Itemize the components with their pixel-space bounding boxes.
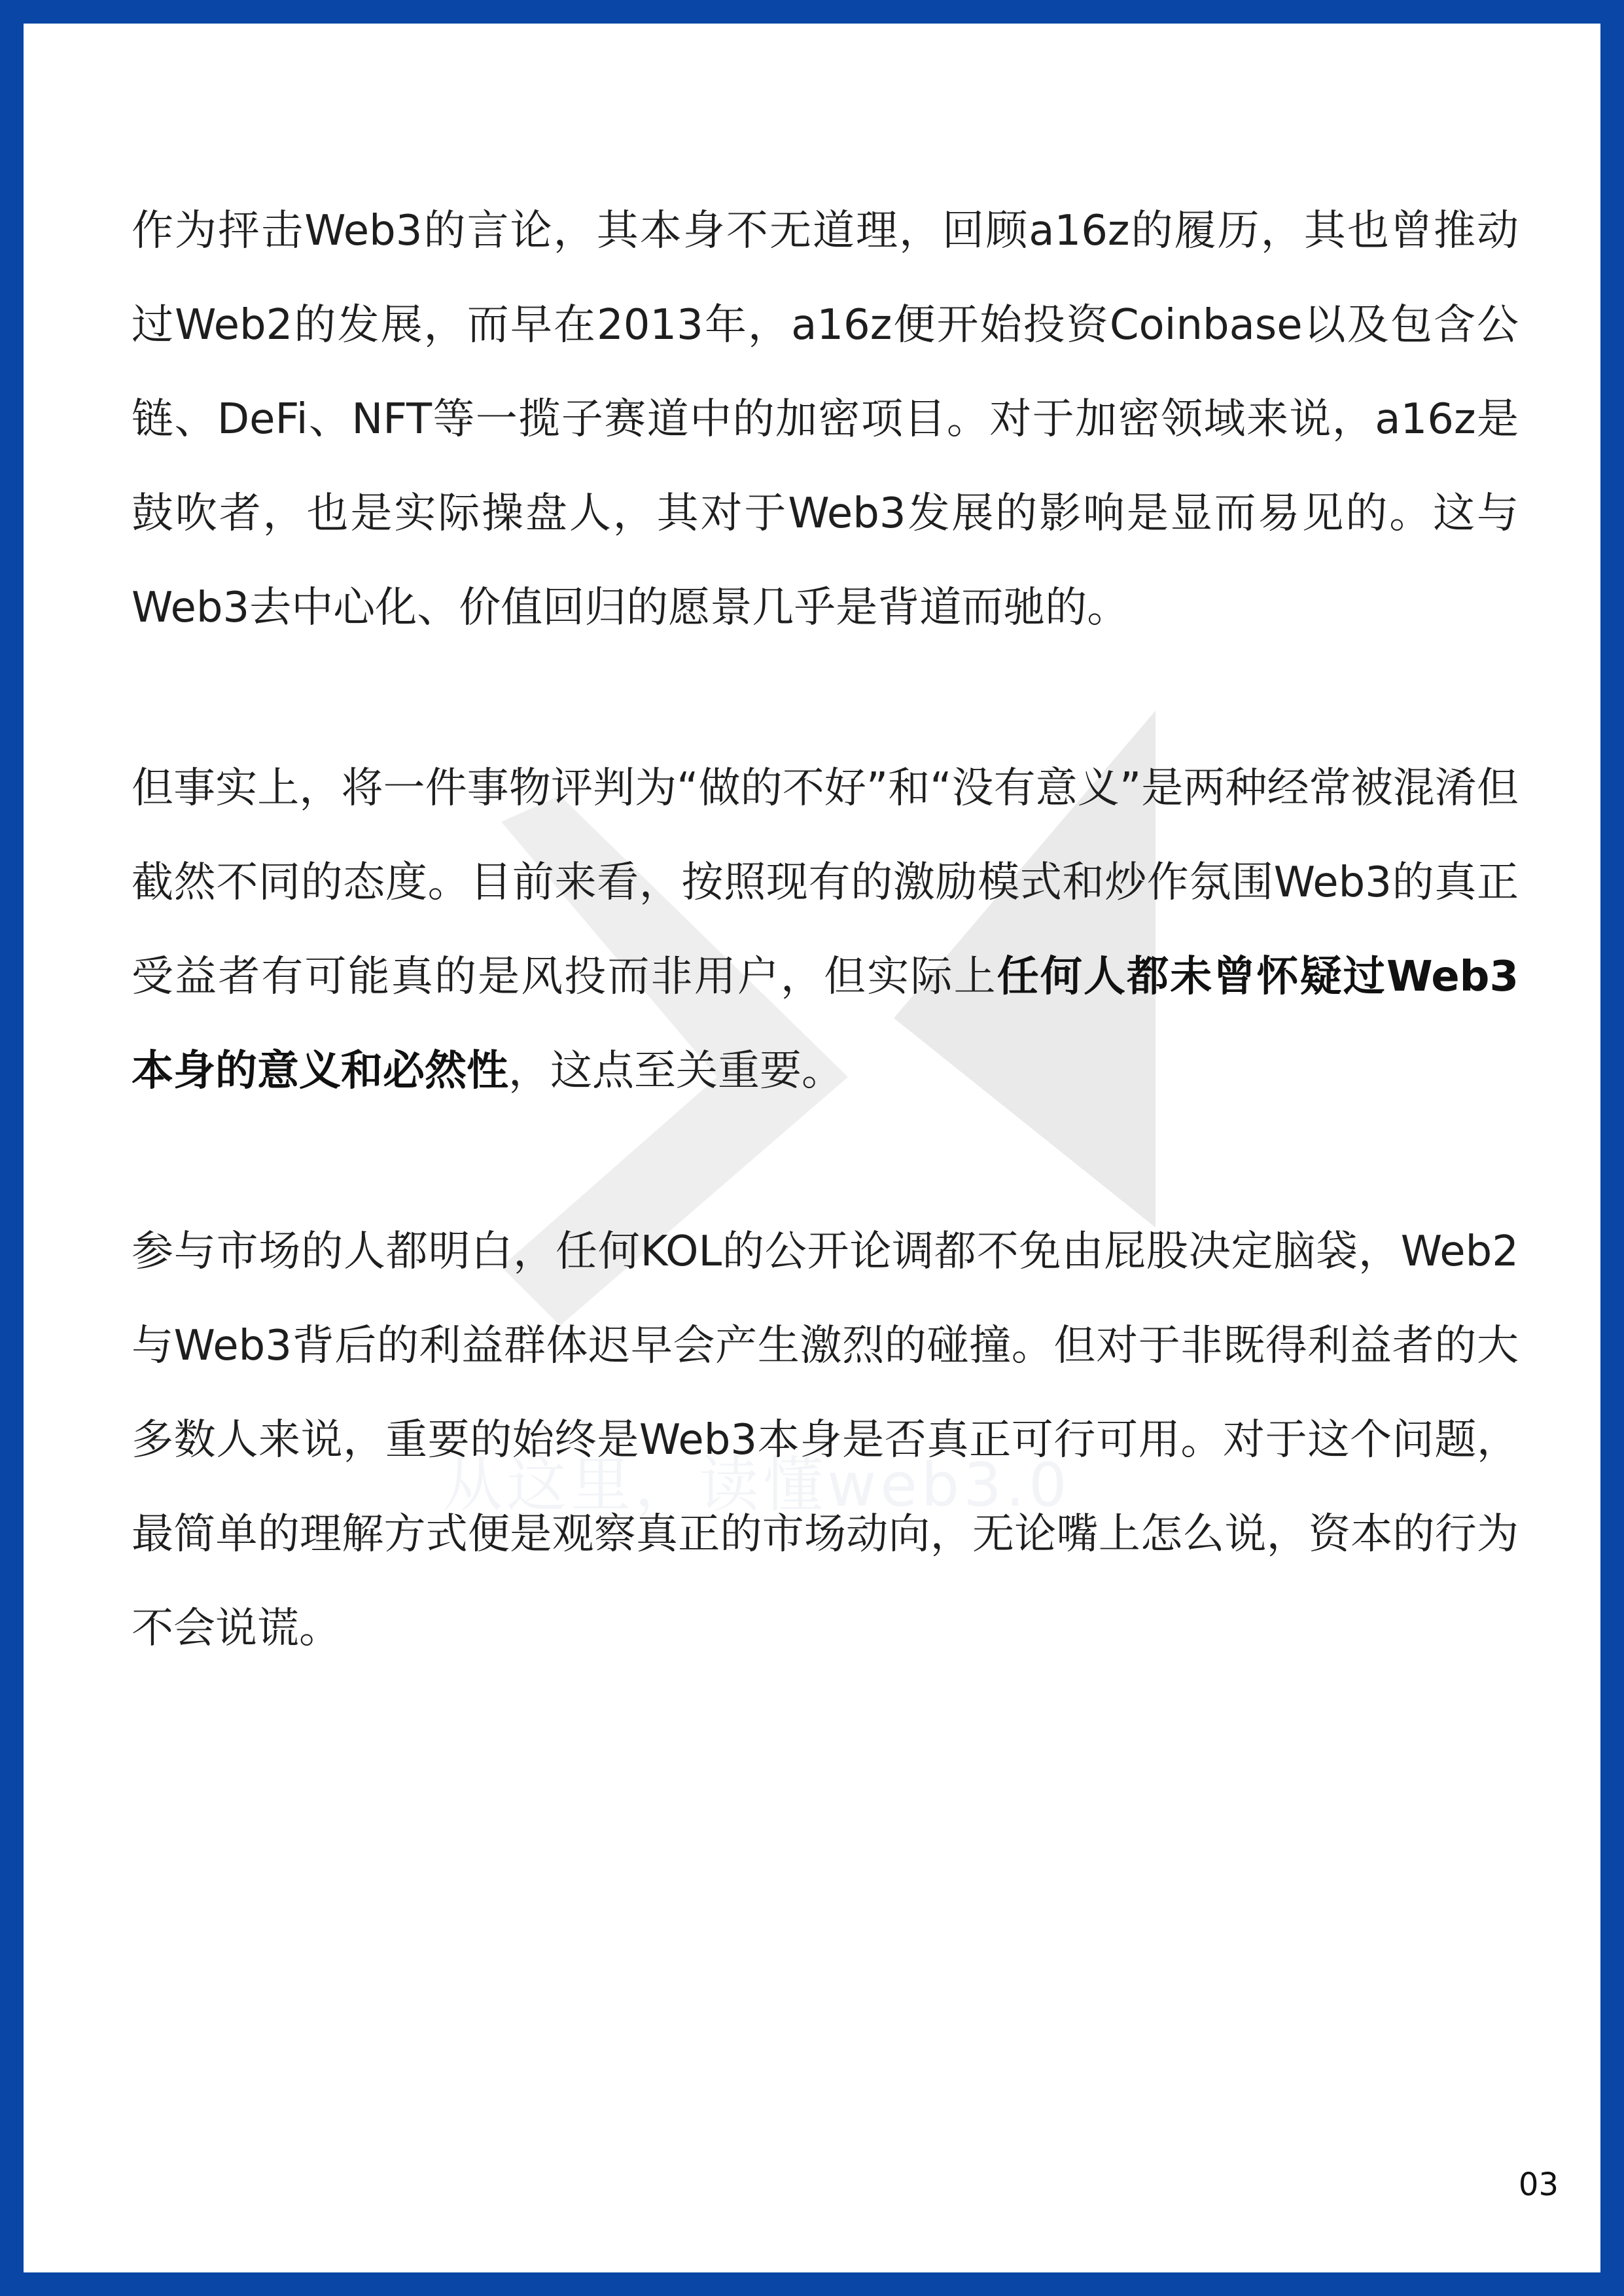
paragraph-3-text: 参与市场的人都明白，任何KOL的公开论调都不免由屁股决定脑袋，Web2与Web3背后的利益群体迟早会产生激烈的碰撞。但对于非既得利益者的大多数人来说，重要的始终是Web3本身是否真正可行可用。对于这个问题，最简单的理解方式便是观察真正的市场动向，无论嘴上怎么说，资本的行为不会说谎。 bbox=[132, 1227, 1519, 1653]
paragraph-2 bbox=[132, 741, 1519, 1118]
paragraph-1-text: 作为抨击Web3的言论，其本身不无道理，回顾a16z的履历，其也曾推动过Web2的发展，而早在2013年，a16z便开始投资Coinbase以及包含公链、DeFi、NFT等一揽子赛道中的加密项目。对于加密领域来说，a16z是鼓吹者，也是实际操盘人，其对于Web3发展的影响是显而易见的。这与Web3去中心化、价值回归的愿景几乎是背道而驰的。 bbox=[132, 207, 1519, 632]
paragraph-3 bbox=[132, 1205, 1519, 1676]
paragraph-2-text-start: 但事实上，将一件事物评判为“做的不好”和“没有意义”是两种经常被混淆但截然不同的态度。目前来看，按照现有的激励模式和炒作氛围Web3的真正受益者有可能真的是风投而非用户，但实际上 bbox=[132, 764, 1519, 1001]
watermark-slogan: 从这里，读懂web3.0 bbox=[442, 1450, 1071, 1520]
document-page bbox=[24, 24, 1600, 2272]
article-body bbox=[132, 184, 1519, 1676]
page-number: 03 bbox=[1518, 2166, 1559, 2203]
paragraph-2-text-end: ，这点至关重要。 bbox=[508, 1047, 843, 1095]
paragraph-1 bbox=[132, 184, 1519, 655]
paragraph-2-emphasis: 任何人都未曾怀疑过Web3本身的意义和必然性 bbox=[132, 953, 1519, 1095]
